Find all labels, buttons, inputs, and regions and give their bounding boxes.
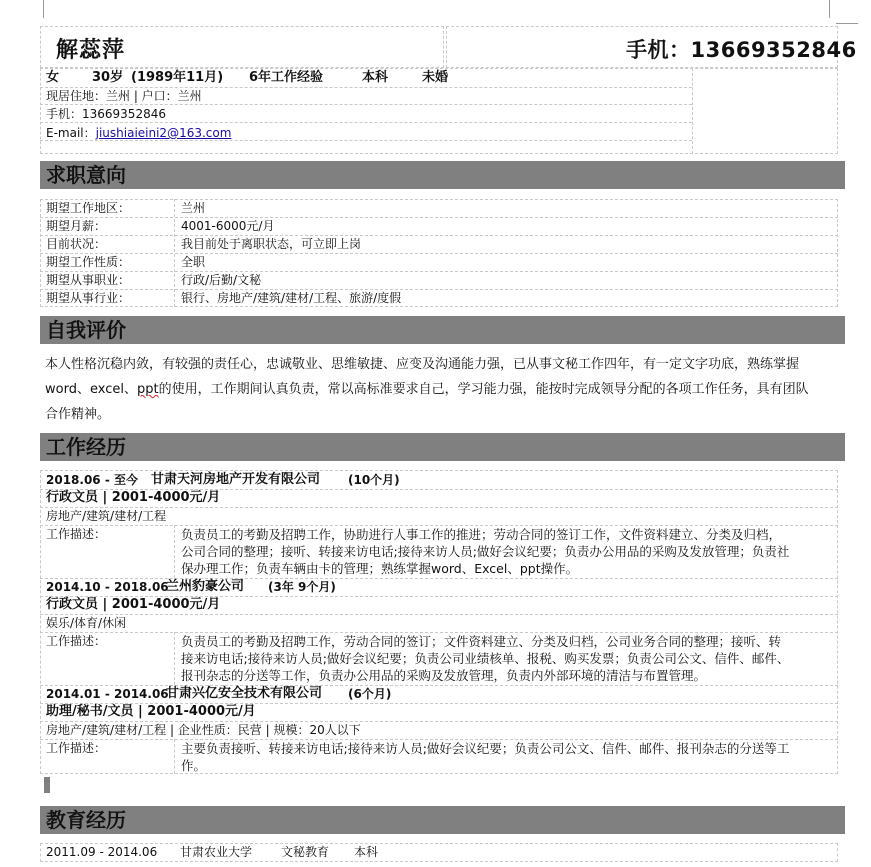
intention-label-status: 目前状况： bbox=[46, 237, 107, 251]
job-desc-line: 报刊杂志的分送等工作，负责办公用品的采购及发放管理，负责内外部环境的清洁与布置管理。 bbox=[181, 668, 707, 683]
job-desc bbox=[181, 740, 836, 774]
crop-mark bbox=[829, 0, 830, 18]
job-company: 兰州豹豪公司 bbox=[166, 579, 245, 594]
candidate-name: 解蕊萍 bbox=[56, 38, 126, 63]
degree: 本科 bbox=[362, 70, 389, 85]
job-duration: (6个月) bbox=[348, 687, 392, 701]
intention-label-salary: 期望月薪： bbox=[46, 219, 107, 233]
job-industry: 房地产/建筑/建材/工程 bbox=[46, 509, 167, 523]
job-desc-line: 负责员工的考勤及招聘工作，协助进行人事工作的推进；劳动合同的签订工作，文件资料建立、分类及归档， bbox=[181, 527, 782, 542]
job-title: 助理/秘书/文员 | 2001-4000元/月 bbox=[46, 704, 256, 719]
self-eval-line: word、excel、ppt的使用，工作期间认真负责，常以高标准要求自己，学习能力强，能按时完成领导分配的各项工作任务，具有团队 bbox=[45, 382, 809, 397]
section-marker bbox=[44, 777, 50, 793]
job-title: 行政文员 | 2001-4000元/月 bbox=[46, 597, 221, 612]
section-title-self-eval: 自我评价 bbox=[46, 318, 126, 342]
job-desc-line: 保办理工作；负责车辆由卡的管理；熟练掌握word、Excel、ppt操作。 bbox=[181, 561, 579, 576]
job-period: 2018.06 - 至今 bbox=[46, 473, 138, 487]
email-row bbox=[46, 124, 231, 142]
edu-degree: 本科 bbox=[354, 845, 379, 859]
intention-value-status: 我目前处于离职状态，可立即上岗 bbox=[181, 237, 362, 251]
job-desc-line: 主要负责接听、转接来访电话;接待来访人员;做好会议纪要；负责公司公文、信件、邮件、报刊杂志的分送等工 bbox=[181, 741, 790, 756]
job-industry: 房地产/建筑/建材/工程 | 企业性质：民营 | 规模：20人以下 bbox=[46, 723, 361, 737]
job-desc-line: 负责员工的考勤及招聘工作，劳动合同的签订；文件资料建立、分类及归档，公司业务合同的整理；接听、转 bbox=[181, 634, 782, 649]
section-bar-education bbox=[40, 806, 845, 834]
job-desc bbox=[181, 526, 836, 577]
section-title-intention: 求职意向 bbox=[46, 163, 126, 187]
job-desc-line: 接来访电话;接待来访人员;做好会议纪要；负责公司业绩核单、报税、购买发票；负责公司公文、信件、邮件、 bbox=[181, 651, 790, 666]
phone: 手机：13669352846 bbox=[46, 107, 166, 121]
job-desc bbox=[181, 633, 836, 684]
job-desc-line: 作。 bbox=[181, 758, 207, 773]
job-period: 2014.01 - 2014.06 bbox=[46, 687, 169, 701]
section-bar-work bbox=[40, 433, 845, 461]
job-duration: (3年 9个月) bbox=[268, 580, 336, 594]
intention-value-job: 行政/后勤/文秘 bbox=[181, 273, 262, 287]
intention-label-type: 期望工作性质： bbox=[46, 255, 131, 269]
self-eval-line: 本人性格沉稳内敛，有较强的责任心，忠诚敬业、思维敏捷、应变及沟通能力强，已从事文秘工作四年，有一定文字功底，熟练掌握 bbox=[45, 357, 800, 372]
section-title-education: 教育经历 bbox=[46, 808, 126, 832]
email-label: E-mail： bbox=[46, 126, 96, 140]
job-title: 行政文员 | 2001-4000元/月 bbox=[46, 490, 221, 505]
edu-period: 2011.09 - 2014.06 bbox=[46, 845, 158, 859]
section-bar-intention bbox=[40, 161, 845, 189]
intention-value-industry: 银行、房地产/建筑/建材/工程、旅游/度假 bbox=[181, 291, 402, 305]
job-desc-line: 公司合同的整理；接听、转接来访电话;接待来访人员;做好会议纪要；负责办公用品的采购及发放管理；负责社 bbox=[181, 544, 790, 559]
email-link[interactable]: jiushiaieini2@163.com bbox=[95, 126, 232, 140]
job-company: 甘肃兴亿安全技术有限公司 bbox=[166, 686, 323, 701]
gender: 女 bbox=[46, 70, 60, 85]
intention-label-job: 期望从事职业： bbox=[46, 273, 131, 287]
job-industry: 娱乐/体育/休闲 bbox=[46, 616, 127, 630]
self-eval-line: 合作精神。 bbox=[45, 407, 111, 422]
section-bar-self-eval bbox=[40, 316, 845, 344]
job-desc-label: 工作描述： bbox=[46, 634, 107, 648]
header-phone: 手机：13669352846 bbox=[626, 38, 857, 62]
intention-value-type: 全职 bbox=[181, 255, 206, 269]
edu-major: 文秘教育 bbox=[281, 845, 330, 859]
crop-mark bbox=[836, 23, 858, 24]
intention-label-industry: 期望从事行业： bbox=[46, 291, 131, 305]
birth-date: (1989年11月) bbox=[131, 70, 224, 85]
job-desc-label: 工作描述： bbox=[46, 527, 107, 541]
intention-label-area: 期望工作地区： bbox=[46, 201, 131, 215]
marital-status: 未婚 bbox=[422, 70, 449, 85]
job-company: 甘肃天河房地产开发有限公司 bbox=[151, 472, 321, 487]
job-desc-label: 工作描述： bbox=[46, 741, 107, 755]
self-eval-text bbox=[45, 352, 845, 427]
intention-value-area: 兰州 bbox=[181, 201, 206, 215]
intention-value-salary: 4001-6000元/月 bbox=[181, 219, 275, 233]
education-row bbox=[40, 843, 838, 862]
work-experience: 6年工作经验 bbox=[249, 70, 324, 85]
section-title-work: 工作经历 bbox=[46, 435, 126, 459]
age: 30岁 bbox=[92, 70, 124, 85]
job-period: 2014.10 - 2018.06 bbox=[46, 580, 169, 594]
crop-mark bbox=[43, 0, 44, 18]
job-duration: (10个月) bbox=[348, 473, 400, 487]
edu-school: 甘肃农业大学 bbox=[180, 845, 253, 859]
residence: 现居住地：兰州 | 户口：兰州 bbox=[46, 89, 202, 103]
